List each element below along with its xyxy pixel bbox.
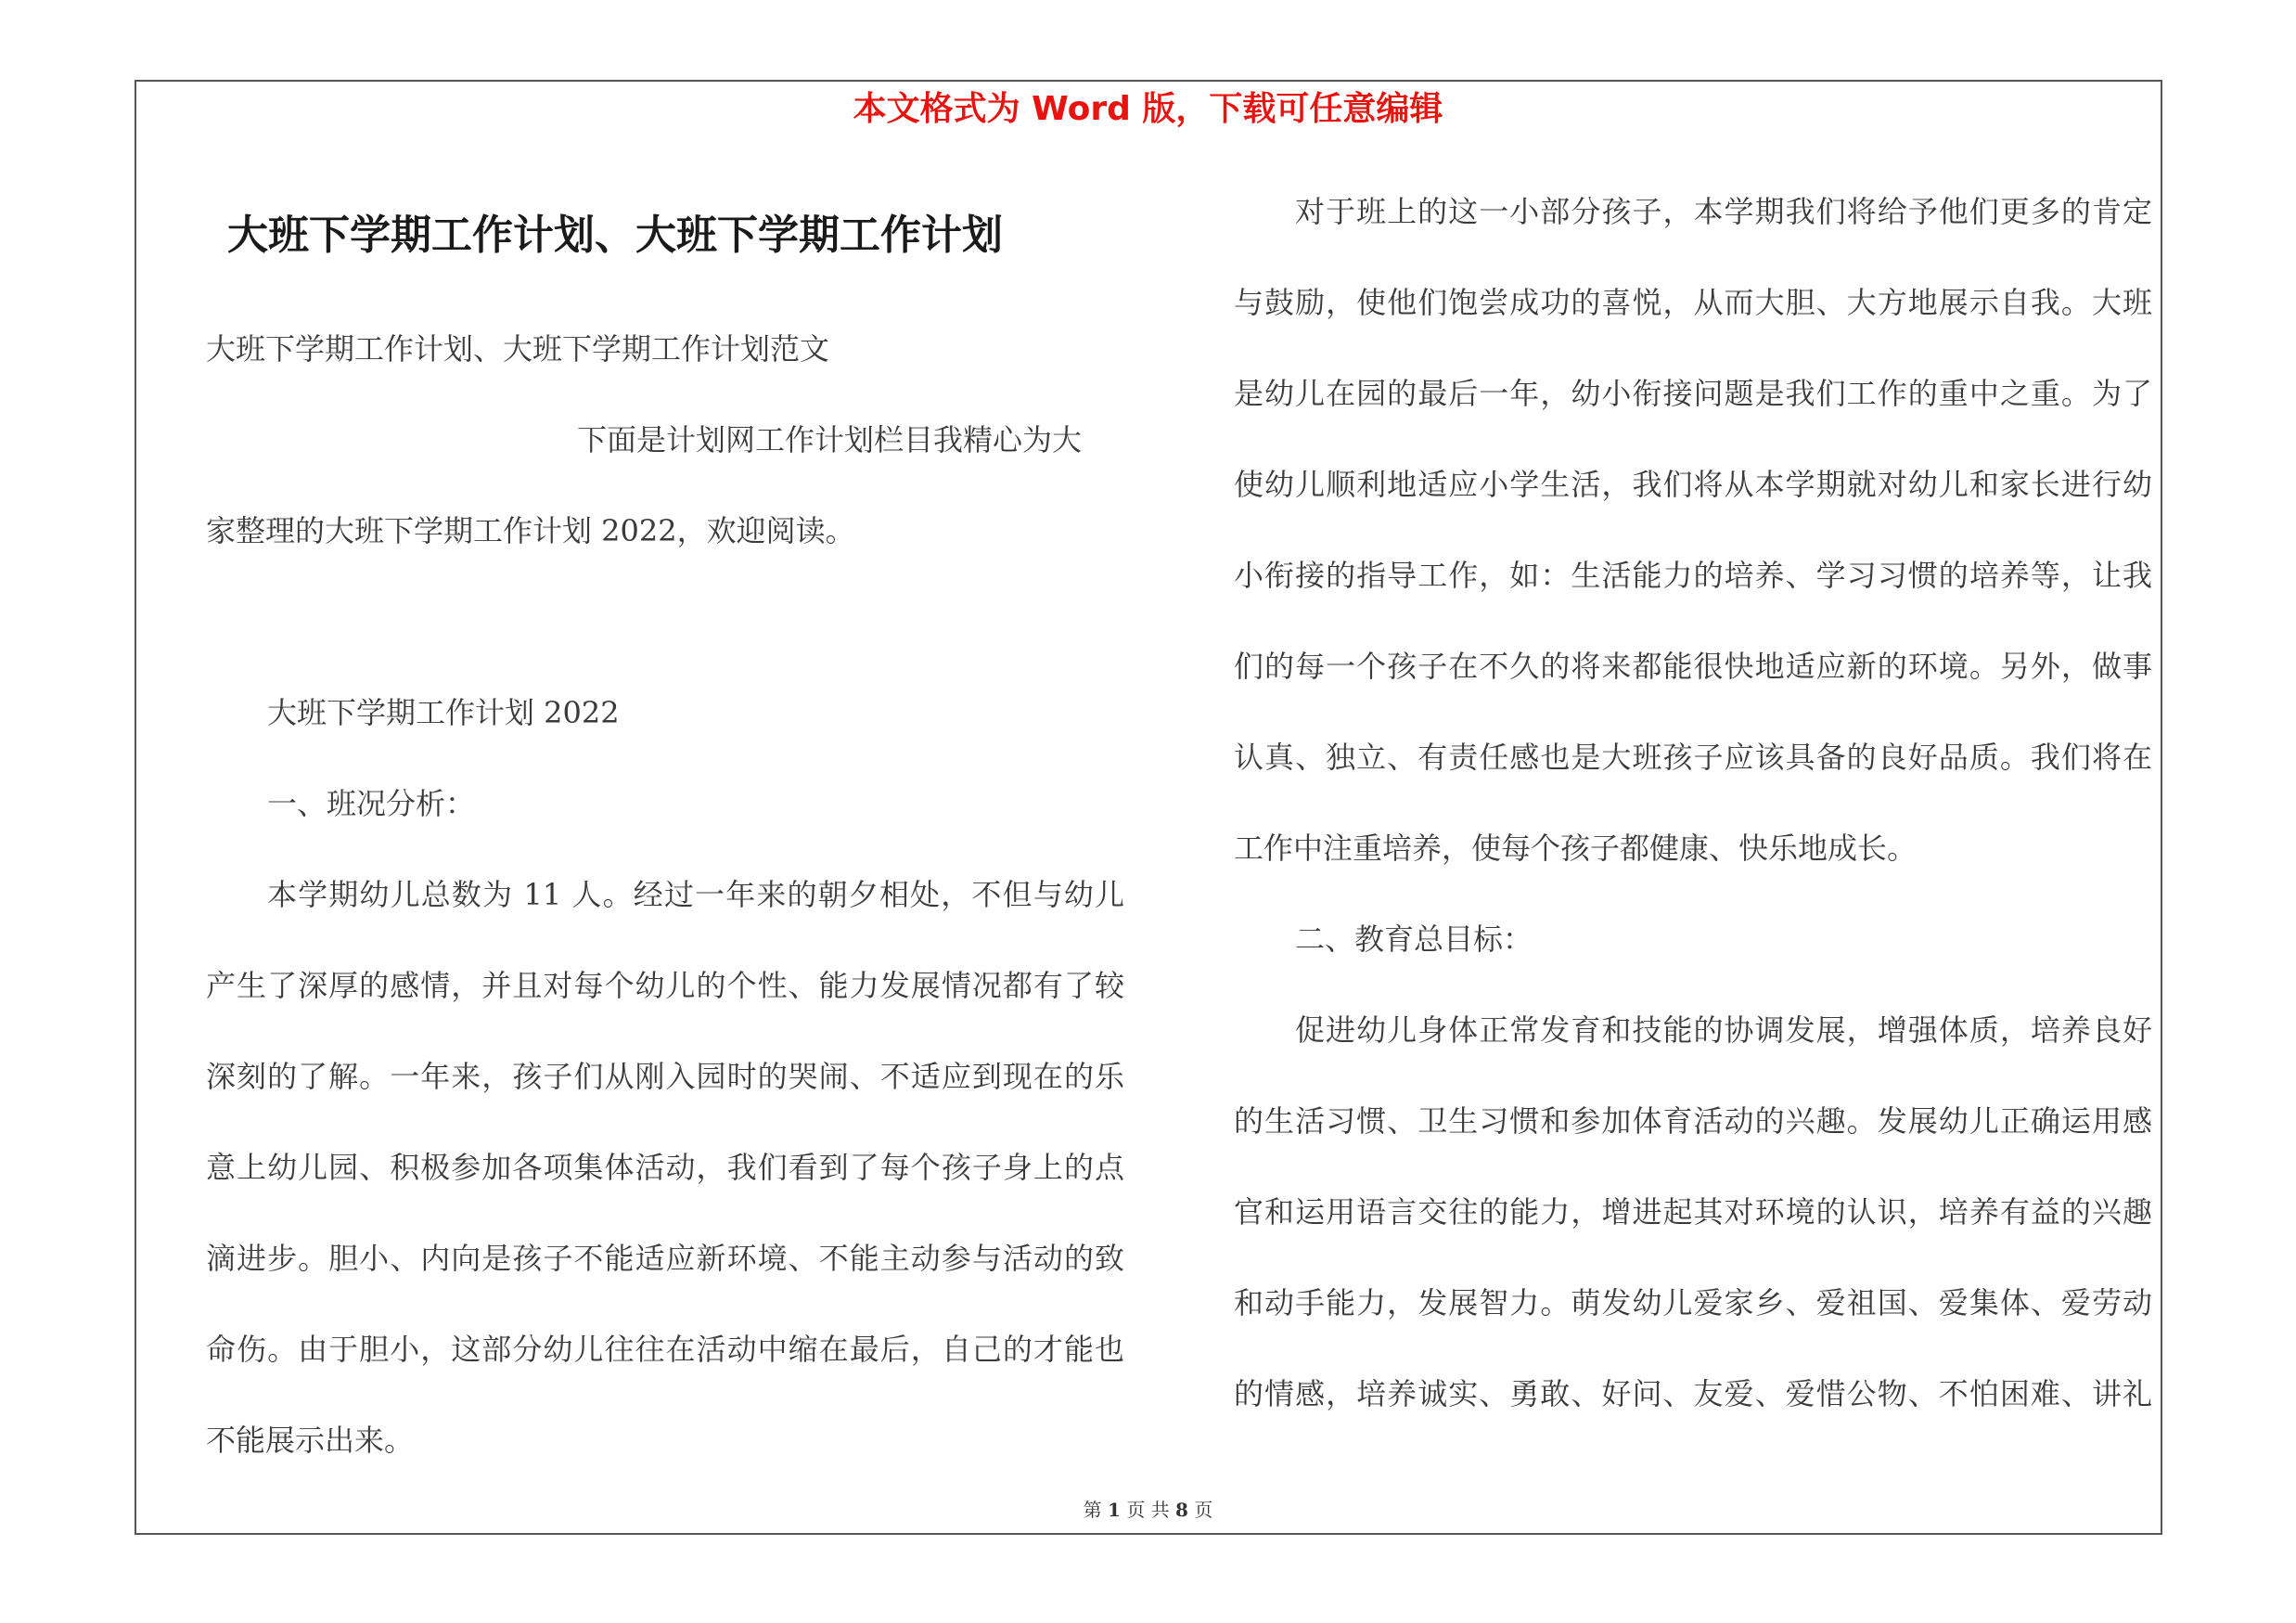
body-line: 与鼓励，使他们饱尝成功的喜悦，从而大胆、大方地展示自我。大班 [1234, 285, 2152, 320]
body-line: 的情感，培养诚实、勇敢、好问、友爱、爱惜公物、不怕困难、讲礼 [1234, 1376, 2152, 1411]
page-number-suffix: 页 [1194, 1499, 1213, 1521]
body-line: 大班下学期工作计划、大班下学期工作计划范文 [206, 331, 830, 367]
body-line: 不能展示出来。 [206, 1423, 415, 1458]
body-line: 滴进步。胆小、内向是孩子不能适应新环境、不能主动参与活动的致 [206, 1241, 1124, 1276]
page-number-prefix: 第 [1083, 1499, 1102, 1521]
body-line: 产生了深厚的感情，并且对每个幼儿的个性、能力发展情况都有了较 [206, 968, 1124, 1003]
body-line: 使幼儿顺利地适应小学生活，我们将从本学期就对幼儿和家长进行幼 [1234, 467, 2152, 502]
body-line: 命伤。由于胆小，这部分幼儿往往在活动中缩在最后，自己的才能也 [206, 1332, 1124, 1367]
body-line: 意上幼儿园、积极参加各项集体活动，我们看到了每个孩子身上的点 [206, 1150, 1124, 1185]
body-line: 深刻的了解。一年来，孩子们从刚入园时的哭闹、不适应到现在的乐 [206, 1059, 1124, 1094]
total-pages: 8 [1175, 1499, 1188, 1521]
body-line: 对于班上的这一小部分孩子，本学期我们将给予他们更多的肯定 [1295, 194, 2152, 229]
body-line: 的生活习惯、卫生习惯和参加体育活动的兴趣。发展幼儿正确运用感 [1234, 1103, 2152, 1139]
edit-banner: 本文格式为 Word 版，下载可任意编辑 [853, 90, 1443, 128]
section-heading: 大班下学期工作计划 2022 [267, 695, 620, 730]
body-line: 下面是计划网工作计划栏目我精心为大 [577, 422, 1083, 457]
page-number-middle: 页 共 [1126, 1499, 1170, 1521]
body-line: 本学期幼儿总数为 11 人。经过一年来的朝夕相处，不但与幼儿 [267, 877, 1124, 912]
section-heading: 一、班况分析： [267, 786, 476, 821]
body-line: 们的每一个孩子在不久的将来都能很快地适应新的环境。另外，做事 [1234, 649, 2152, 684]
document-title: 大班下学期工作计划、大班下学期工作计划 [227, 212, 1003, 259]
body-line: 认真、独立、有责任感也是大班孩子应该具备的良好品质。我们将在 [1234, 740, 2152, 775]
page-number [0, 1499, 2296, 1521]
body-line: 和动手能力，发展智力。萌发幼儿爱家乡、爱祖国、爱集体、爱劳动 [1234, 1285, 2152, 1320]
body-line: 促进幼儿身体正常发育和技能的协调发展，增强体质，培养良好 [1295, 1012, 2152, 1048]
body-line: 官和运用语言交往的能力，增进起其对环境的认识，培养有益的兴趣 [1234, 1194, 2152, 1230]
current-page: 1 [1108, 1499, 1121, 1521]
body-line: 是幼儿在园的最后一年，幼小衔接问题是我们工作的重中之重。为了 [1234, 376, 2152, 411]
body-line: 小衔接的指导工作，如：生活能力的培养、学习习惯的培养等，让我 [1234, 558, 2152, 593]
section-heading: 二、教育总目标： [1295, 921, 1533, 957]
body-line: 工作中注重培养，使每个孩子都健康、快乐地成长。 [1234, 831, 1918, 866]
body-line: 家整理的大班下学期工作计划 2022，欢迎阅读。 [206, 513, 855, 548]
